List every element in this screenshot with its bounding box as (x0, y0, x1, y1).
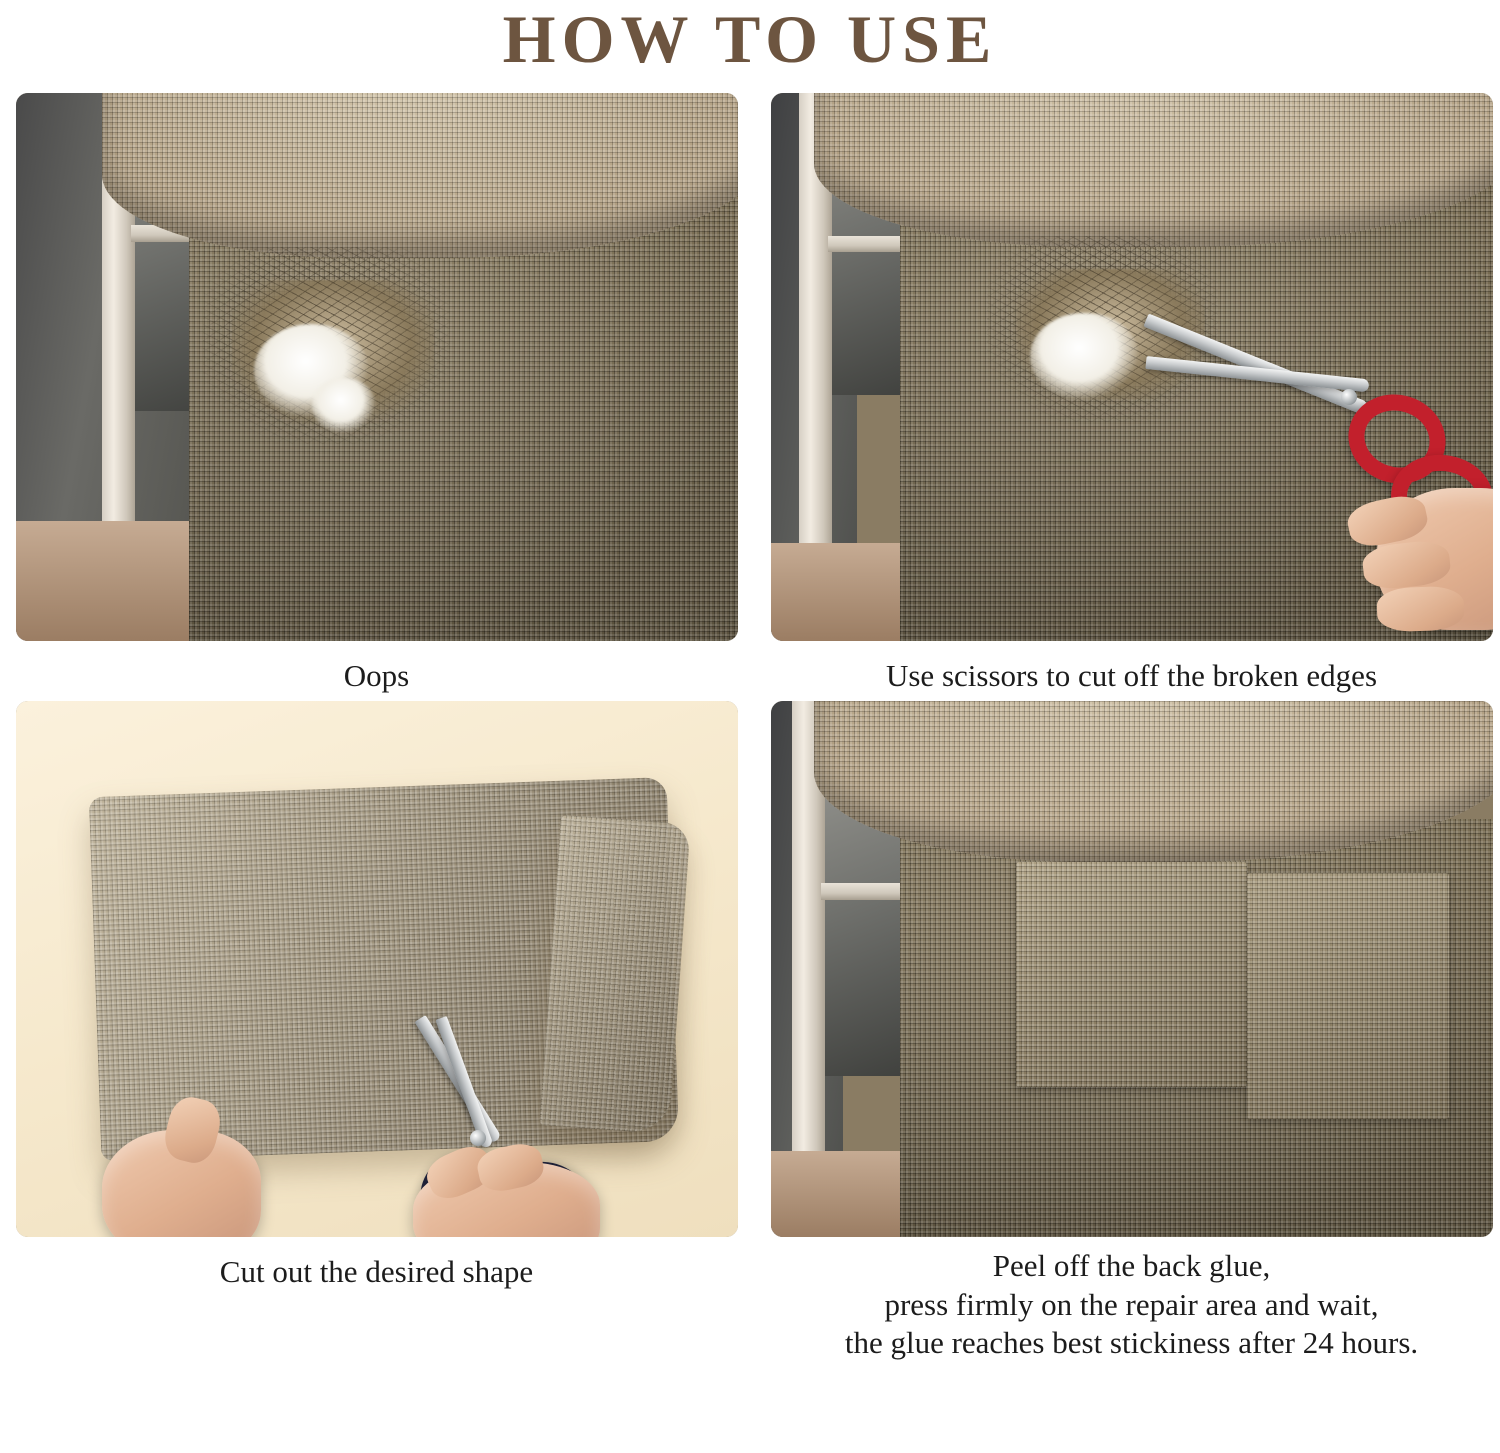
step-4-caption (845, 1247, 1418, 1362)
step-3-caption: Cut out the desired shape (219, 1254, 534, 1290)
step-2-image (771, 93, 1493, 641)
step-card-2 (759, 93, 1500, 695)
steps-grid (0, 75, 1500, 1362)
step-card-3 (4, 701, 749, 1362)
step-4-caption-line-1: Peel off the back glue, (992, 1248, 1271, 1284)
step-4-caption-line-2: press firmly on the repair area and wait, (884, 1286, 1379, 1322)
step-4-image (771, 701, 1493, 1237)
applied-patch-secondary (1247, 873, 1449, 1120)
step-card-4 (759, 701, 1500, 1362)
step-1-image (16, 93, 738, 641)
page-title: HOW TO USE (502, 1, 998, 77)
applied-patch (1016, 862, 1247, 1087)
step-2-caption: Use scissors to cut off the broken edges (885, 658, 1378, 694)
step-4-caption-line-3: the glue reaches best stickiness after 24 hours. (844, 1325, 1419, 1361)
step-card-1 (4, 93, 749, 695)
step-1-caption: Oops (343, 658, 410, 694)
step-3-image (16, 701, 738, 1237)
